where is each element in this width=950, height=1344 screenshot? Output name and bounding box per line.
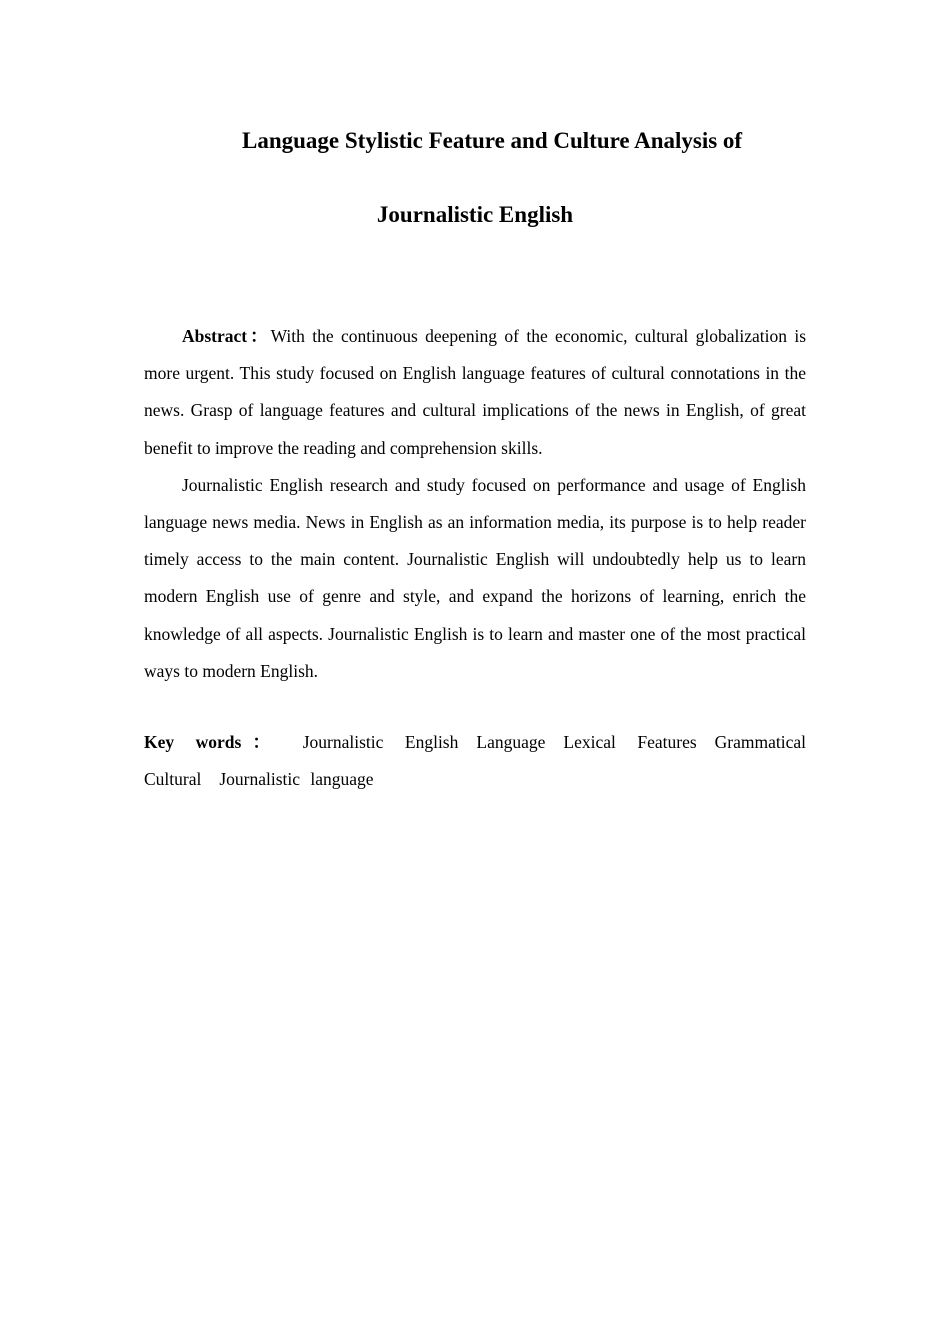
keyword-item: Lexical Features	[563, 732, 697, 752]
keywords-section	[144, 724, 806, 798]
keyword-item: Language	[476, 732, 546, 752]
abstract-text-1: With the continuous deepening of the economic, cultural globalization is more urgent. This study focused on English language features of cultural connotations in the news. Grasp of language features and cultural implications of the news in English, of great benefit to improve the reading and comprehension skills.	[144, 326, 807, 458]
keyword-item: Grammatical	[714, 732, 807, 752]
keywords-colon: ：	[241, 732, 282, 752]
keyword-item: Journalistic language	[219, 769, 374, 790]
document-title-line-1: Language Stylistic Feature and Culture Analysis of	[242, 128, 743, 153]
keywords-label: Key words	[144, 732, 242, 752]
abstract-colon: ：	[247, 326, 271, 346]
abstract-label: Abstract	[182, 326, 248, 346]
abstract-paragraph-1	[144, 318, 806, 467]
keyword-item: Cultural	[144, 769, 202, 790]
keyword-item: Journalistic English	[302, 732, 459, 752]
document-title-line-2: Journalistic English	[376, 202, 574, 227]
abstract-section	[144, 318, 806, 690]
abstract-paragraph-2: Journalistic English research and study focused on performance and usage of English language news media. News in English as an information media, its purpose is to help reader timely access to the main content. Journalistic English will undoubtedly help us to learn modern English use of genre and style, and expand the horizons of learning, enrich the knowledge of all aspects. Journalistic English is to learn and master one of the most practical ways to modern English.	[144, 474, 806, 681]
